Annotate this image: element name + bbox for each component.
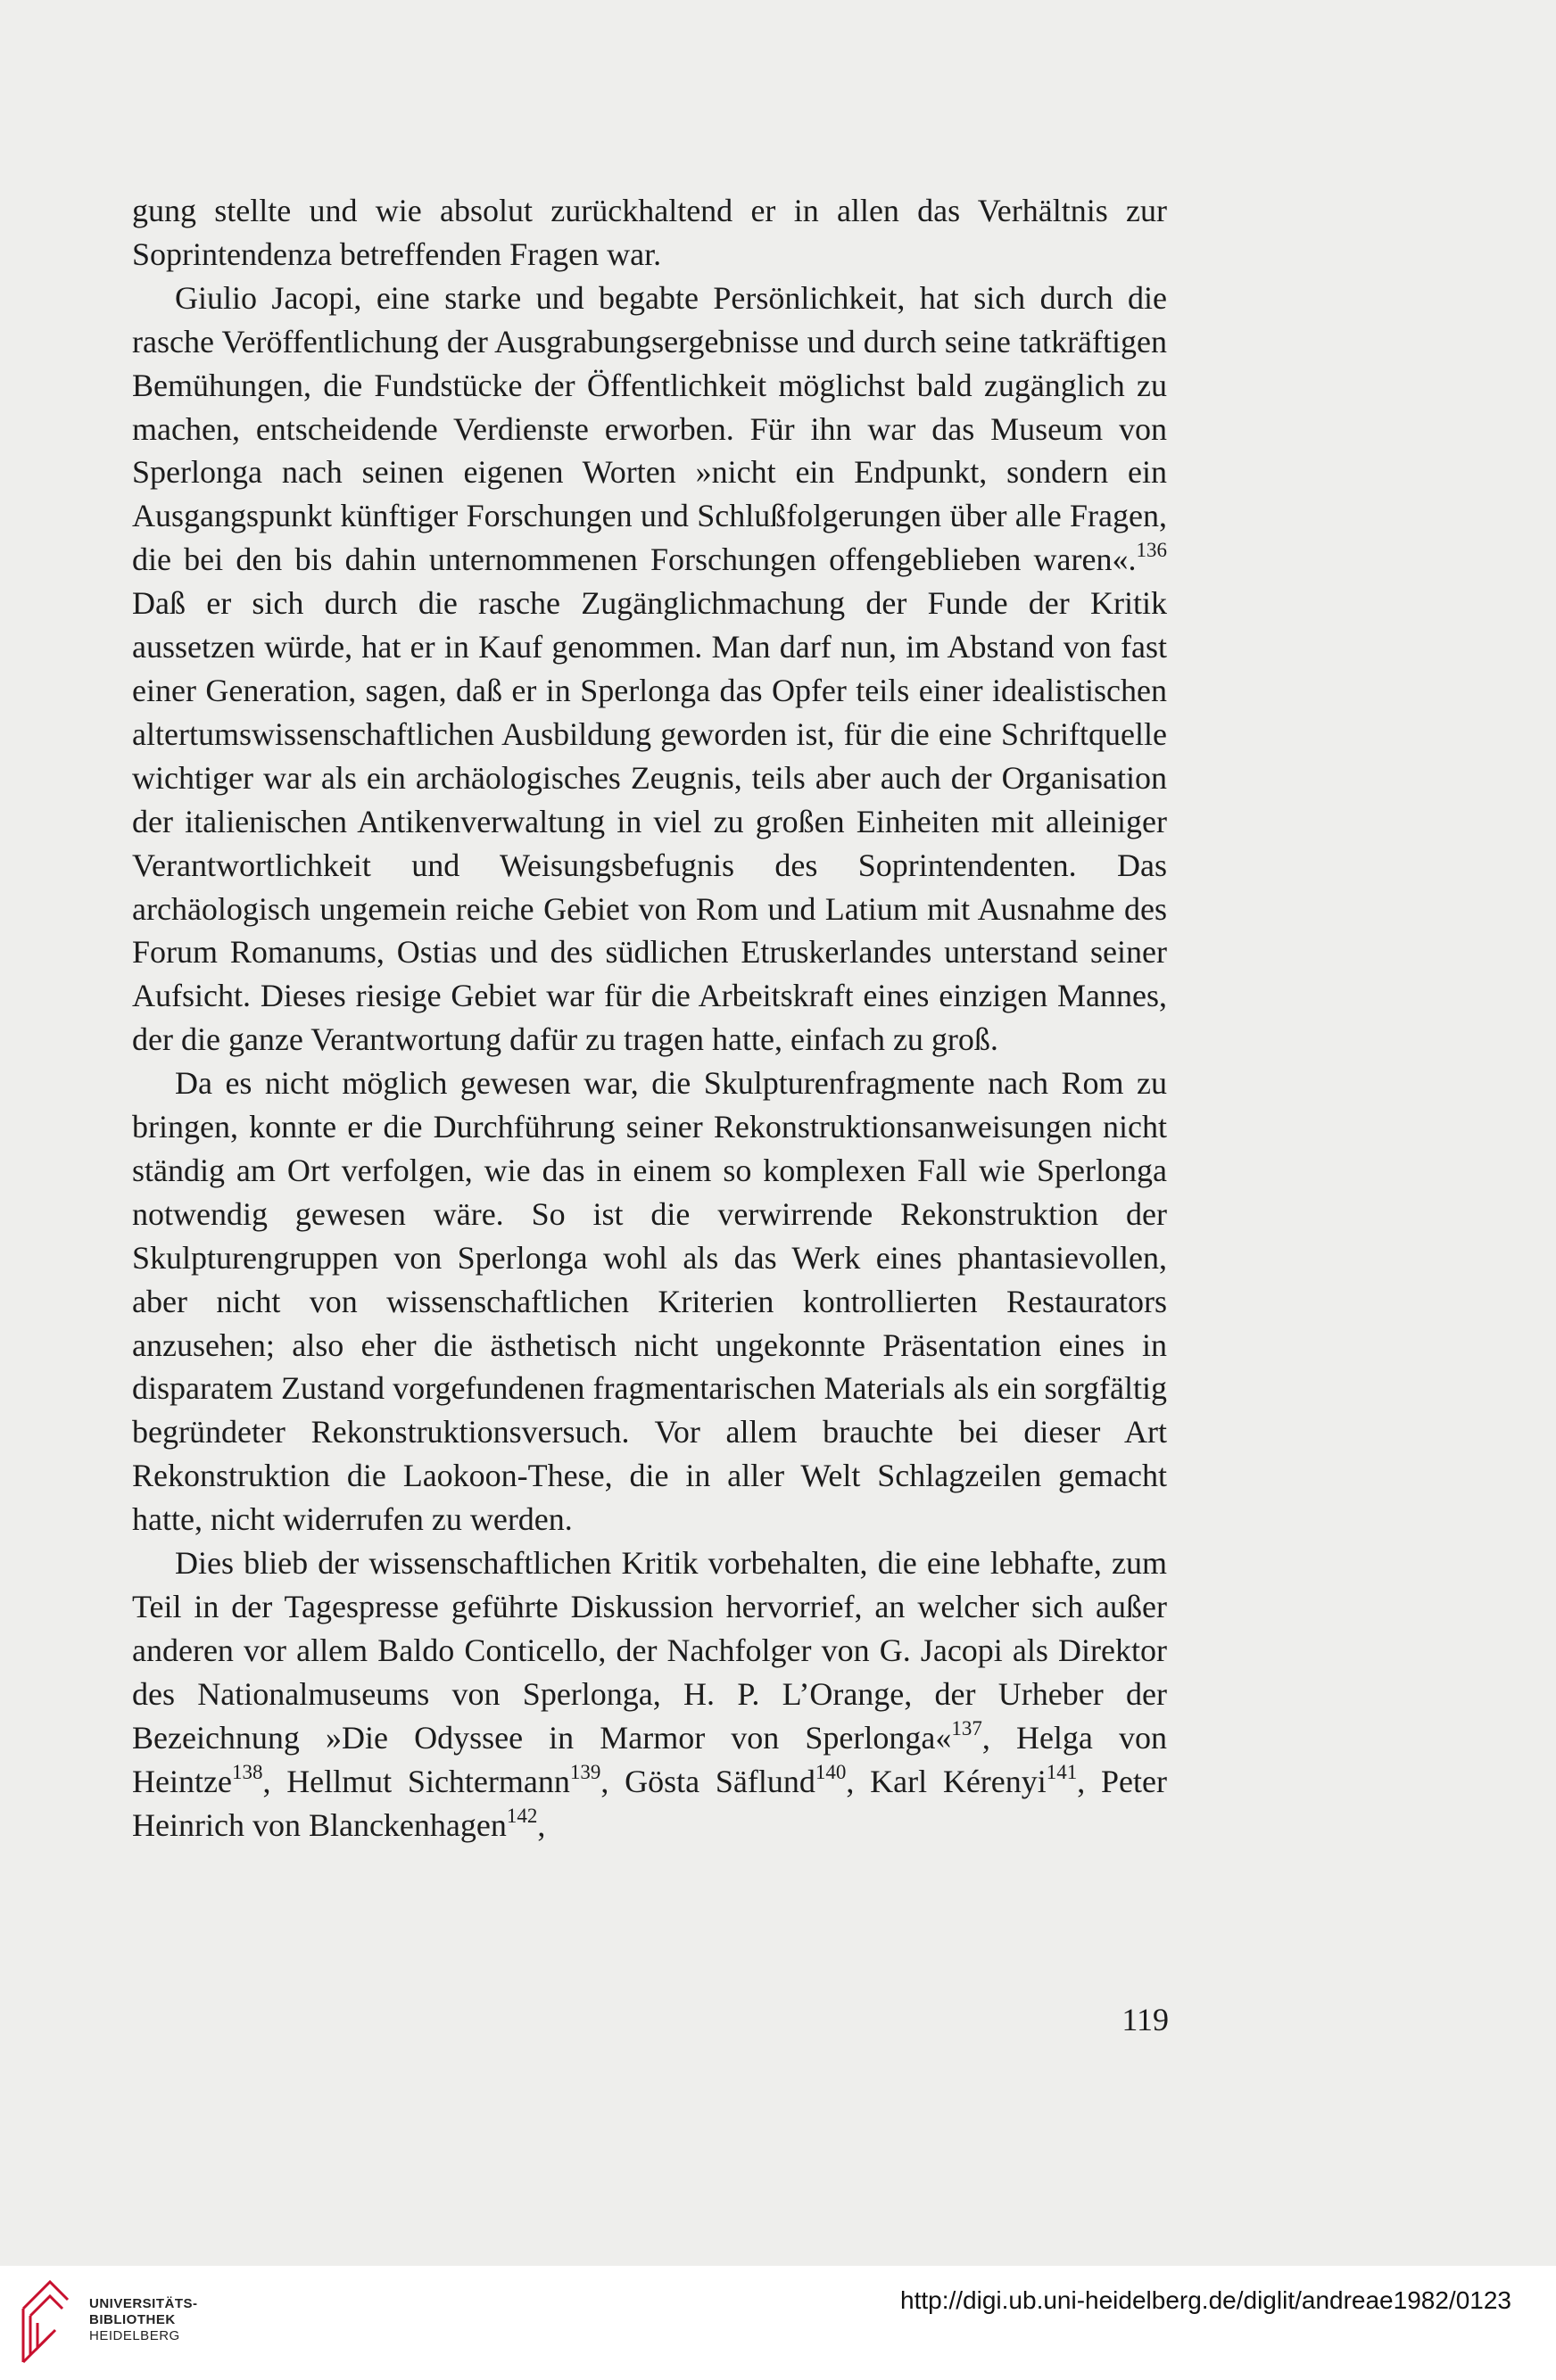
- text-run: , Karl Kérenyi: [846, 1763, 1047, 1799]
- library-line-1: UNIVERSITÄTS-: [89, 2296, 198, 2311]
- paragraph: [132, 189, 1167, 277]
- text-run: , Helga von Heintze: [132, 1719, 1167, 1799]
- paragraph: [132, 1062, 1167, 1541]
- text-run: Daß er sich durch die rasche Zugänglichmachung der Funde der Kritik aussetzen würde, hat er in Kauf genommen. Man darf nun, im Abstand von fast einer Generation, sagen, daß er in Sperlonga das Opfer teils einer idealistischen altertumswissenschaftlichen Ausbildung geworden ist, für die eine Schriftquelle wichtiger war als ein archäologisches Zeugnis, teils aber auch der Organisation der italienischen Antikenverwaltung in viel zu großen Einheiten mit alleiniger Verantwortlichkeit und Weisungsbefugnis des Soprintendenten. Das archäologisch ungemein reiche Gebiet von Rom und Latium mit Ausnahme des Forum Romanums, Ostias und des südlichen Etruskerlandes unterstand seiner Aufsicht. Dieses riesige Gebiet war für die Arbeitskraft eines einzigen Mannes, der die ganze Verantwortung dafür zu tragen hatte, einfach zu groß.: [132, 585, 1167, 1058]
- paragraph: [132, 1541, 1167, 1847]
- library-line-3: HEIDELBERG: [89, 2328, 180, 2343]
- text-run: Da es nicht möglich gewesen war, die Skulpturenfragmente nach Rom zu bringen, konnte er die Durchführung seiner Rekonstruktionsanweisungen nicht ständig am Ort verfolgen, wie das in einem so komplexen Fall wie Sperlonga notwendig gewesen wäre. So ist die verwirrende Rekonstruktion der Skulpturengruppen von Sperlonga wohl als das Werk eines phantasievollen, aber nicht von wissenschaftlichen Kriterien kontrollierten Restaurators anzusehen; also eher die ästhetisch nicht ungekonnte Präsentation eines in disparatem Zustand vorgefundenen fragmentarischen Materials als ein sorgfältig begründeter Rekonstruktionsversuch. Vor allem brauchte bei dieser Art Rekonstruktion die Laokoon-These, die in aller Welt Schlagzeilen gemacht hatte, nicht widerrufen zu werden.: [132, 1065, 1167, 1538]
- text-run: Dies blieb der wissenschaftlichen Kritik vorbehalten, die eine lebhafte, zum Teil in der Tagespresse geführte Diskussion hervorrief, an welcher sich außer anderen vor allem Baldo Conticello, der Nachfolger von G. Jacopi als Direktor des Nationalmuseums von Sperlonga, H. P. L’Orange, der Urheber der Bezeichnung »Die Odyssee in Marmor von Sperlonga«: [132, 1545, 1167, 1756]
- footnote-reference[interactable]: 141: [1046, 1760, 1078, 1783]
- text-run: gung stellte und wie absolut zurückhaltend er in allen das Verhältnis zur Soprintendenza betreffenden Fragen war.: [132, 193, 1167, 272]
- text-run: , Hellmut Sichtermann: [262, 1763, 570, 1799]
- footnote-reference[interactable]: 140: [815, 1760, 847, 1783]
- footnote-reference[interactable]: 136: [1136, 539, 1167, 562]
- paragraph: [132, 277, 1167, 1062]
- library-line-2: BIBLIOTHEK: [89, 2312, 176, 2327]
- footnote-reference[interactable]: 137: [951, 1716, 982, 1740]
- source-url[interactable]: http://digi.ub.uni-heidelberg.de/diglit/andreae1982/0123: [900, 2286, 1511, 2314]
- library-name[interactable]: [89, 2296, 198, 2344]
- body-text: [132, 189, 1167, 1847]
- footer-bar: [0, 2266, 1556, 2380]
- page-number: 119: [1121, 2002, 1169, 2037]
- footnote-reference[interactable]: 139: [569, 1760, 601, 1783]
- footnote-reference[interactable]: 142: [506, 1804, 538, 1827]
- text-run: , Peter Heinrich von Blanckenhagen: [132, 1763, 1167, 1843]
- ub-heidelberg-logo-icon[interactable]: [16, 2277, 79, 2366]
- footnote-reference[interactable]: 138: [231, 1760, 263, 1783]
- text-run: , Gösta Säflund: [600, 1763, 815, 1799]
- text-run: ,: [537, 1806, 546, 1843]
- text-run: Giulio Jacopi, eine starke und begabte Persönlichkeit, hat sich durch die rasche Veröffentlichung der Ausgrabungsergebnisse und durch seine tatkräftigen Bemühungen, die Fundstücke der Öffentlichkeit möglichst bald zugänglich zu machen, entscheidende Verdienste erworben. Für ihn war das Museum von Sperlonga nach seinen eigenen Worten »nicht ein Endpunkt, sondern ein Ausgangspunkt künftiger Forschungen und Schlußfolgerungen über alle Fragen, die bei den bis dahin unternommenen Forschungen offengeblieben waren«.: [132, 279, 1167, 578]
